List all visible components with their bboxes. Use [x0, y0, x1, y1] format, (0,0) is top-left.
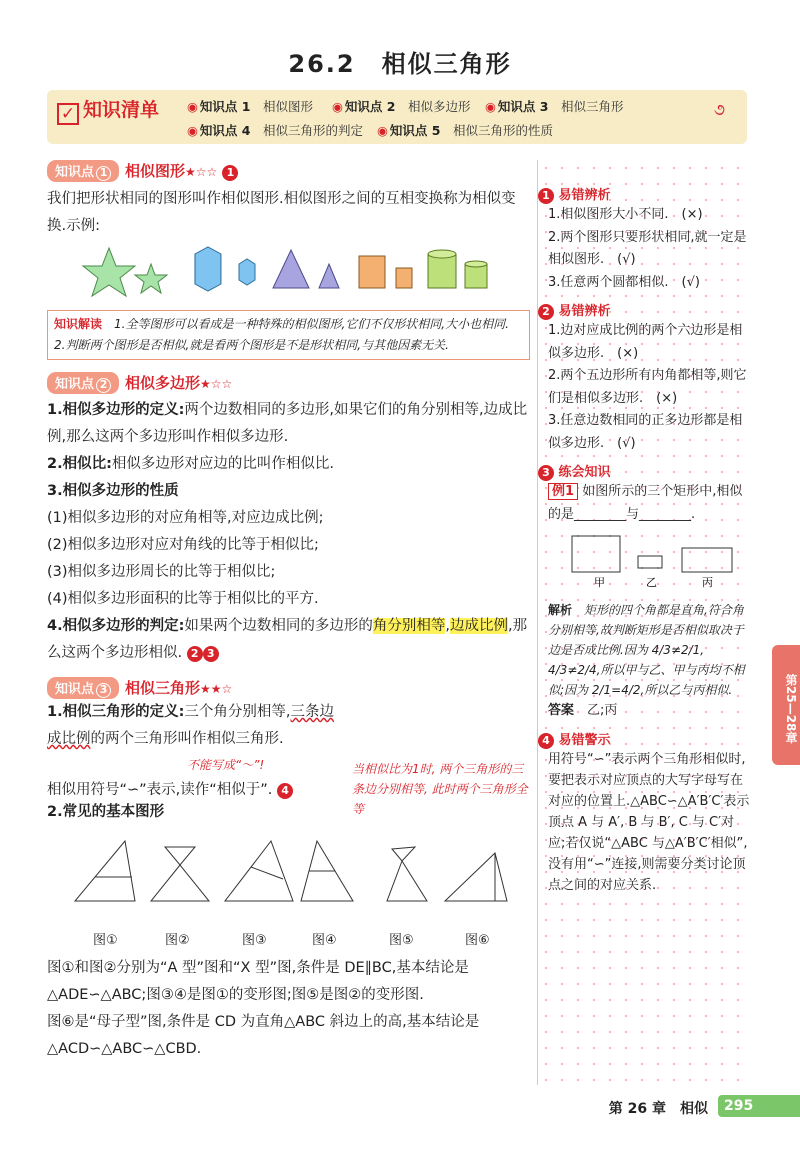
toc-item-4[interactable]: ◉ 知识点 4 相似三角形的判定 — [187, 123, 364, 138]
k2-header: 知识点 2 相似多边形★☆☆ — [47, 372, 530, 394]
hexagon-small — [239, 259, 255, 285]
toc-item-1[interactable]: ◉ 知识点 1 相似图形 — [187, 99, 314, 114]
sidebar-heading-1: 1 易错辨析 — [538, 184, 750, 204]
handwritten-note-2: 当相似比为1时, 两个三角形的三条边分别相等, 此时两个三角形全等 — [352, 762, 528, 816]
k3-definition: 1.相似三角形的定义:三个角分别相等,三条边成比例的两个三角形叫作相似三角形. — [47, 704, 335, 747]
k2-prop: (2)相似多边形对应对角线的比等于相似比; — [47, 537, 319, 553]
k2-prop: (1)相似多边形的对应角相等,对应边成比例; — [47, 510, 324, 526]
cube-large — [359, 256, 385, 288]
figure-2 — [151, 847, 209, 901]
cylinder-large — [428, 254, 456, 288]
basic-figures — [47, 835, 530, 925]
k2-prop: (3)相似多边形周长的比等于相似比; — [47, 564, 276, 580]
rect-label-jia: 甲 — [594, 576, 605, 589]
sidebar-item: 2.两个五边形所有内角都相等,则它们是相似多边形. (×) — [548, 368, 747, 406]
caption-fig-2: 图② — [165, 933, 190, 948]
ref-1[interactable]: 1 — [222, 165, 238, 181]
triangle-large — [273, 250, 309, 288]
similar-shapes-figure — [47, 244, 530, 302]
main-content — [47, 160, 530, 1063]
k1-body: 我们把形状相同的图形叫作相似图形.相似图形之间的互相变换称为相似变换.示例: — [47, 191, 516, 234]
swirl-icon: ૭ — [713, 100, 725, 119]
star-small — [135, 264, 167, 293]
chapter-tab[interactable]: 第25—28章 — [772, 645, 800, 765]
rect-label-yi: 乙 — [646, 576, 657, 589]
handwritten-note-1: 不能写成“～”! — [187, 758, 265, 772]
k2-ratio: 2.相似比:相似多边形对应边的比叫作相似比. — [47, 456, 335, 472]
k1-header: 知识点 1 相似图形★☆☆ 1 — [47, 160, 530, 182]
caption-fig-4: 图④ — [312, 933, 337, 948]
caption-fig-3: 图③ — [242, 933, 267, 948]
k3-symbol: 相似用符号“∽”表示,读作“相似于”. 4 — [47, 777, 347, 804]
k3-basic-heading: 2.常见的基本图形 — [47, 804, 165, 820]
cylinder-small-top — [465, 261, 487, 267]
page-title: 26.2 相似三角形 — [288, 50, 512, 78]
answer: 答案 乙;丙 — [548, 703, 618, 718]
ref-3[interactable]: 3 — [203, 646, 219, 662]
page-number: 295 — [718, 1095, 800, 1117]
figure-3 — [225, 841, 293, 901]
sidebar-heading-4: 4 易错警示 — [538, 729, 750, 749]
warning-text: 用符号“∽”表示两个三角形相似时,要把表示对应顶点的大写字母写在对应的位置上.△ABC∽△A′B′C′表示顶点 A 与 A′, B 与 B′, C 与 C′对应;若仅说“△ABC 与△A′B′C′相似”,没有用“∽”连接,则需要分类讨论顶点之间的对应关系. — [548, 751, 750, 893]
caption-fig-1: 图① — [93, 933, 118, 948]
caption-fig-6: 图⑥ — [465, 933, 490, 948]
rect-label-bing: 丙 — [702, 576, 713, 589]
triangle-small — [319, 264, 339, 288]
k2-judge: 4.相似多边形的判定:如果两个边数相同的多边形的角分别相等,边成比例,那么这两个多边形相似. 2 3 — [47, 618, 528, 661]
figure-5 — [387, 847, 427, 901]
rect-jia — [572, 536, 620, 572]
sidebar-item: 2.两个图形只要形状相同,就一定是相似图形. (√) — [548, 229, 747, 267]
rectangles-figure — [552, 526, 752, 596]
figure-6 — [445, 853, 507, 901]
cylinder-small — [465, 264, 487, 288]
footer-chapter: 第 26 章 相似 — [608, 1101, 708, 1117]
star-large — [83, 248, 135, 296]
sidebar-heading-3: 3 练会知识 — [538, 461, 750, 481]
k2-props-heading: 3.相似多边形的性质 — [47, 483, 179, 499]
k1-note: 知识解读 1.全等图形可以看成是一种特殊的相似图形,它们不仅形状相同,大小也相同. 2.判断两个图形是否相似,就是看两个图形是不是形状相同,与其他因素无关. — [47, 310, 530, 360]
example-question: 例1 如图所示的三个矩形中,相似的是________与________. — [548, 484, 743, 522]
cube-small — [396, 268, 412, 288]
k3-conclusion-2: 图⑥是“母子型”图,条件是 CD 为直角△ABC 斜边上的高,基本结论是△ACD∽△ABC∽△CBD. — [47, 1014, 480, 1057]
analysis: 解析 矩形的四个角都是直角,符合角分别相等,故判断矩形是否相似取决于边是否成比例.因为 4/3≠2/1, 4/3≠2/4,所以甲与乙、甲与丙均不相似;因为 2/1=4/2,所以乙与丙相似. — [548, 603, 745, 697]
k3-conclusion-1: 图①和图②分别为“A 型”图和“X 型”图,条件是 DE∥BC,基本结论是△ADE∽△ABC;图③④是图①的变形图;图⑤是图②的变形图. — [47, 960, 469, 1003]
hexagon-large — [195, 247, 221, 291]
ref-4[interactable]: 4 — [277, 783, 293, 799]
knowledge-list: ✓ 知识清单 ◉ 知识点 1 相似图形 ◉ 知识点 2 相似多边形 ◉ 知识点 3 相似三角形 ◉ 知识点 4 相似三角形的判定 ◉ 知识点 5 相似三角形的性质 ૭ — [47, 90, 747, 144]
sidebar-item: 1.相似图形大小不同. (×) — [548, 207, 703, 222]
toc-item-2[interactable]: ◉ 知识点 2 相似多边形 — [332, 99, 471, 114]
sidebar-item: 1.边对应成比例的两个六边形是相似多边形. (×) — [548, 323, 743, 361]
cylinder-large-top — [428, 250, 456, 258]
sidebar-heading-2: 2 易错辨析 — [538, 300, 750, 320]
sidebar-item: 3.任意两个圆都相似. (√) — [548, 274, 700, 290]
ref-2[interactable]: 2 — [187, 646, 203, 662]
rect-yi — [638, 556, 662, 568]
toc-item-5[interactable]: ◉ 知识点 5 相似三角形的性质 — [377, 123, 554, 138]
figure-captions — [47, 929, 530, 951]
check-icon: ✓ — [57, 103, 79, 125]
figure-4 — [301, 841, 353, 901]
sidebar — [537, 160, 750, 1085]
footer — [0, 1095, 800, 1117]
k2-prop: (4)相似多边形面积的比等于相似比的平方. — [47, 591, 319, 607]
toc-item-3[interactable]: ◉ 知识点 3 相似三角形 — [485, 99, 624, 114]
k2-definition: 1.相似多边形的定义:两个边数相同的多边形,如果它们的角分别相等,边成比例,那么这两个多边形叫作相似多边形. — [47, 402, 528, 445]
rect-bing — [682, 548, 732, 572]
figure-1 — [75, 841, 135, 901]
caption-fig-5: 图⑤ — [389, 933, 414, 948]
k3-header: 知识点 3 相似三角形★★☆ — [47, 677, 530, 699]
sidebar-item: 3.任意边数相同的正多边形都是相似多边形. (√) — [548, 413, 743, 451]
